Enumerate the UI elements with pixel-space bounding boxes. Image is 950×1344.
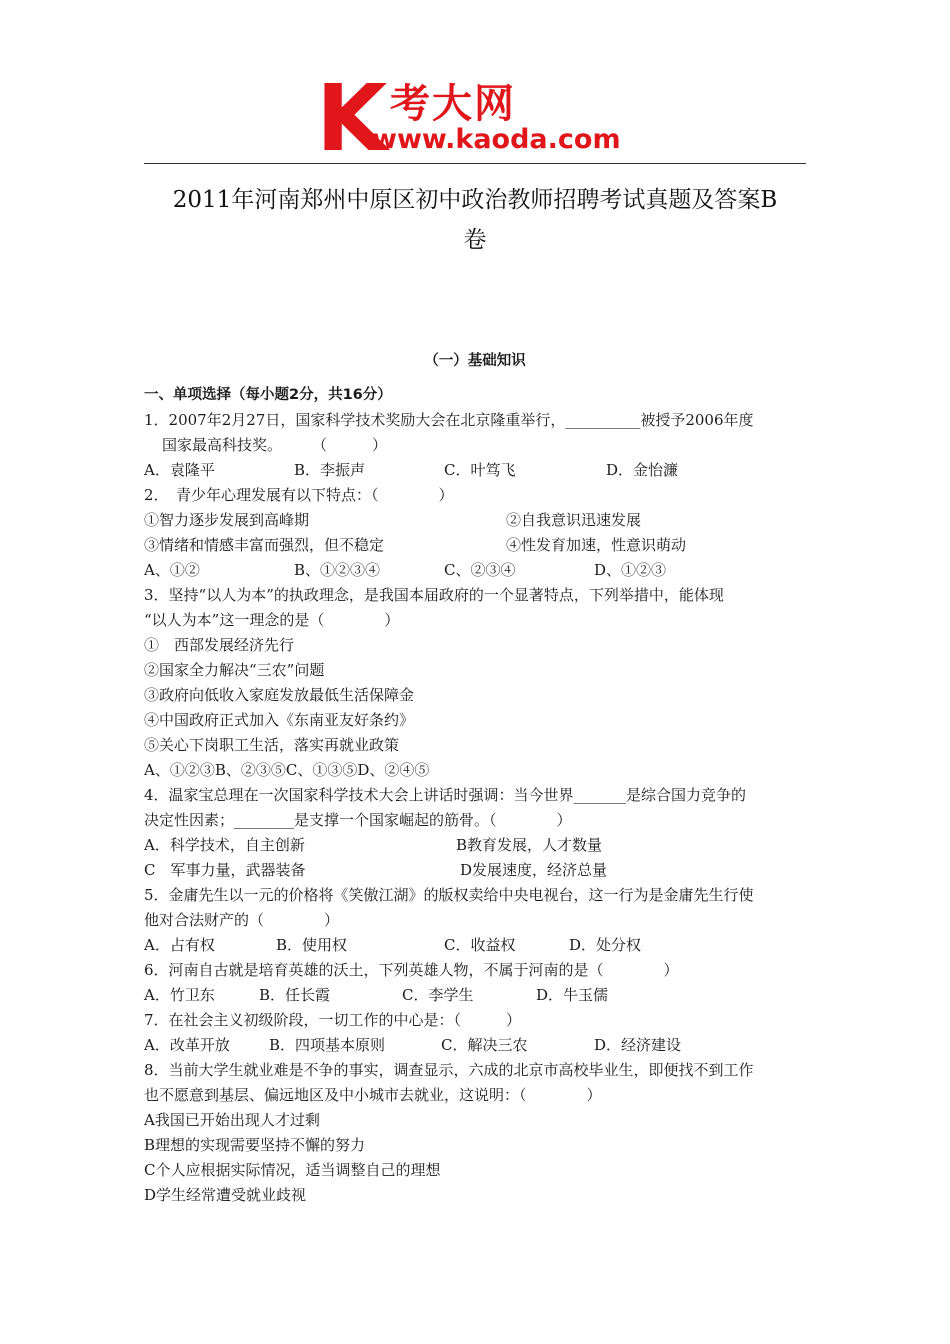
logo-brand-cn: 考大网 xyxy=(390,81,516,127)
q8-stem-cont: 也不愿意到基层、偏远地区及中小城市去就业，这说明：（ ） xyxy=(144,1086,602,1104)
q4-option-d: D发展速度，经济总量 xyxy=(460,861,608,879)
q2-option-d: D、①②③ xyxy=(594,561,667,579)
q1-stem-cont: 国家最高科技奖。 （ ） xyxy=(162,436,388,454)
q2-item-1: ①智力逐步发展到高峰期 xyxy=(144,511,310,529)
q5-option-d: D．处分权 xyxy=(569,936,642,954)
part-heading: 一、单项选择（每小题2分，共16分） xyxy=(144,387,392,403)
q5-stem-cont: 他对合法财产的（ ） xyxy=(144,911,340,929)
q3-stem-cont: “以人为本”这一理念的是（ ） xyxy=(144,611,400,629)
q6-option-a: A．竹卫东 xyxy=(144,986,215,1004)
q2-item-4: ④性发育加速，性意识萌动 xyxy=(506,536,687,554)
q5-option-b: B．使用权 xyxy=(276,936,348,954)
q6-option-b: B．任长霞 xyxy=(259,986,331,1004)
q2-items-row-2 xyxy=(144,533,808,558)
question-list xyxy=(144,383,808,1208)
q4-option-c: C 军事力量，武器装备 xyxy=(144,861,306,879)
q2-items-row-1 xyxy=(144,508,808,533)
q7-option-d: D．经济建设 xyxy=(594,1036,682,1054)
q4-option-a: A．科学技术，自主创新 xyxy=(144,836,305,854)
q6-options xyxy=(144,983,808,1008)
q4-options-row-2 xyxy=(144,858,808,883)
q8-option-d: D学生经常遭受就业歧视 xyxy=(144,1186,307,1204)
q3-stem: 3．坚持“以人为本”的执政理念，是我国本届政府的一个显著特点，下列举措中，能体现 xyxy=(144,586,724,604)
q6-option-d: D．牛玉儒 xyxy=(536,986,609,1004)
q7-option-b: B．四项基本原则 xyxy=(269,1036,386,1054)
q6-stem: 6．河南自古就是培育英雄的沃土，下列英雄人物，不属于河南的是（ ） xyxy=(144,961,679,979)
q2-option-a: A、①② xyxy=(144,561,200,579)
q3-item: ③政府向低收入家庭发放最低生活保障金 xyxy=(144,686,415,704)
q1-stem: 1．2007年2月27日，国家科学技术奖励大会在北京隆重举行，__________被授予2006年度 xyxy=(144,411,754,429)
q2-option-c: C、②③④ xyxy=(444,561,516,579)
q3-item: ②国家全力解决“三农”问题 xyxy=(144,661,325,679)
q2-options xyxy=(144,558,808,583)
q4-options-row-1 xyxy=(144,833,808,858)
q8-option-a: A我国已开始出现人才过剩 xyxy=(144,1111,320,1129)
q1-option-a: A．袁隆平 xyxy=(144,461,215,479)
logo-mark: K xyxy=(316,65,384,172)
q8-option-b: B理想的实现需要坚持不懈的努力 xyxy=(144,1136,366,1154)
header-divider xyxy=(144,163,806,164)
q7-options xyxy=(144,1033,808,1058)
q4-stem: 4．温家宝总理在一次国家科学技术大会上讲话时强调：当今世界_______是综合国力竞争的 xyxy=(144,786,747,804)
kaoda-logo xyxy=(316,65,638,172)
q5-option-a: A．占有权 xyxy=(144,936,215,954)
title-line-1: 2011年河南郑州中原区初中政治教师招聘考试真题及答案B xyxy=(172,187,778,213)
q6-option-c: C．李学生 xyxy=(402,986,474,1004)
q1-option-d: D．金怡濂 xyxy=(606,461,679,479)
section-heading: （一）基础知识 xyxy=(424,353,526,369)
q7-option-a: A．改革开放 xyxy=(144,1036,230,1054)
q3-item: ① 西部发展经济先行 xyxy=(144,636,295,654)
q2-stem: 2． 青少年心理发展有以下特点：（ ） xyxy=(144,486,454,504)
q4-stem-cont: 决定性因素；________是支撑一个国家崛起的筋骨。（ ） xyxy=(144,811,572,829)
q3-item: ⑤关心下岗职工生活，落实再就业政策 xyxy=(144,736,400,754)
q8-option-c: C个人应根据实际情况，适当调整自己的理想 xyxy=(144,1161,441,1179)
logo-url: www.kaoda.com xyxy=(372,124,621,155)
q7-stem: 7．在社会主义初级阶段，一切工作的中心是：（ ） xyxy=(144,1011,522,1029)
q2-option-b: B、①②③④ xyxy=(294,561,381,579)
q3-options: A、①②③B、②③⑤C、①③⑤D、②④⑤ xyxy=(144,761,430,779)
document-title xyxy=(144,180,806,260)
q1-option-c: C．叶笃飞 xyxy=(444,461,516,479)
q1-options xyxy=(144,458,808,483)
q1-option-b: B．李振声 xyxy=(294,461,366,479)
q8-stem: 8．当前大学生就业难是不争的事实，调查显示，六成的北京市高校毕业生，即便找不到工作 xyxy=(144,1061,754,1079)
q2-item-2: ②自我意识迅速发展 xyxy=(506,511,642,529)
q4-option-b: B教育发展，人才数量 xyxy=(456,836,603,854)
q2-item-3: ③情绪和情感丰富而强烈，但不稳定 xyxy=(144,536,385,554)
q3-item: ④中国政府正式加入《东南亚友好条约》 xyxy=(144,711,415,729)
q5-stem: 5．金庸先生以一元的价格将《笑傲江湖》的版权卖给中央电视台，这一行为是金庸先生行使 xyxy=(144,886,754,904)
title-line-2: 卷 xyxy=(463,227,487,253)
q5-option-c: C．收益权 xyxy=(444,936,516,954)
q7-option-c: C．解决三农 xyxy=(441,1036,528,1054)
q5-options xyxy=(144,933,808,958)
